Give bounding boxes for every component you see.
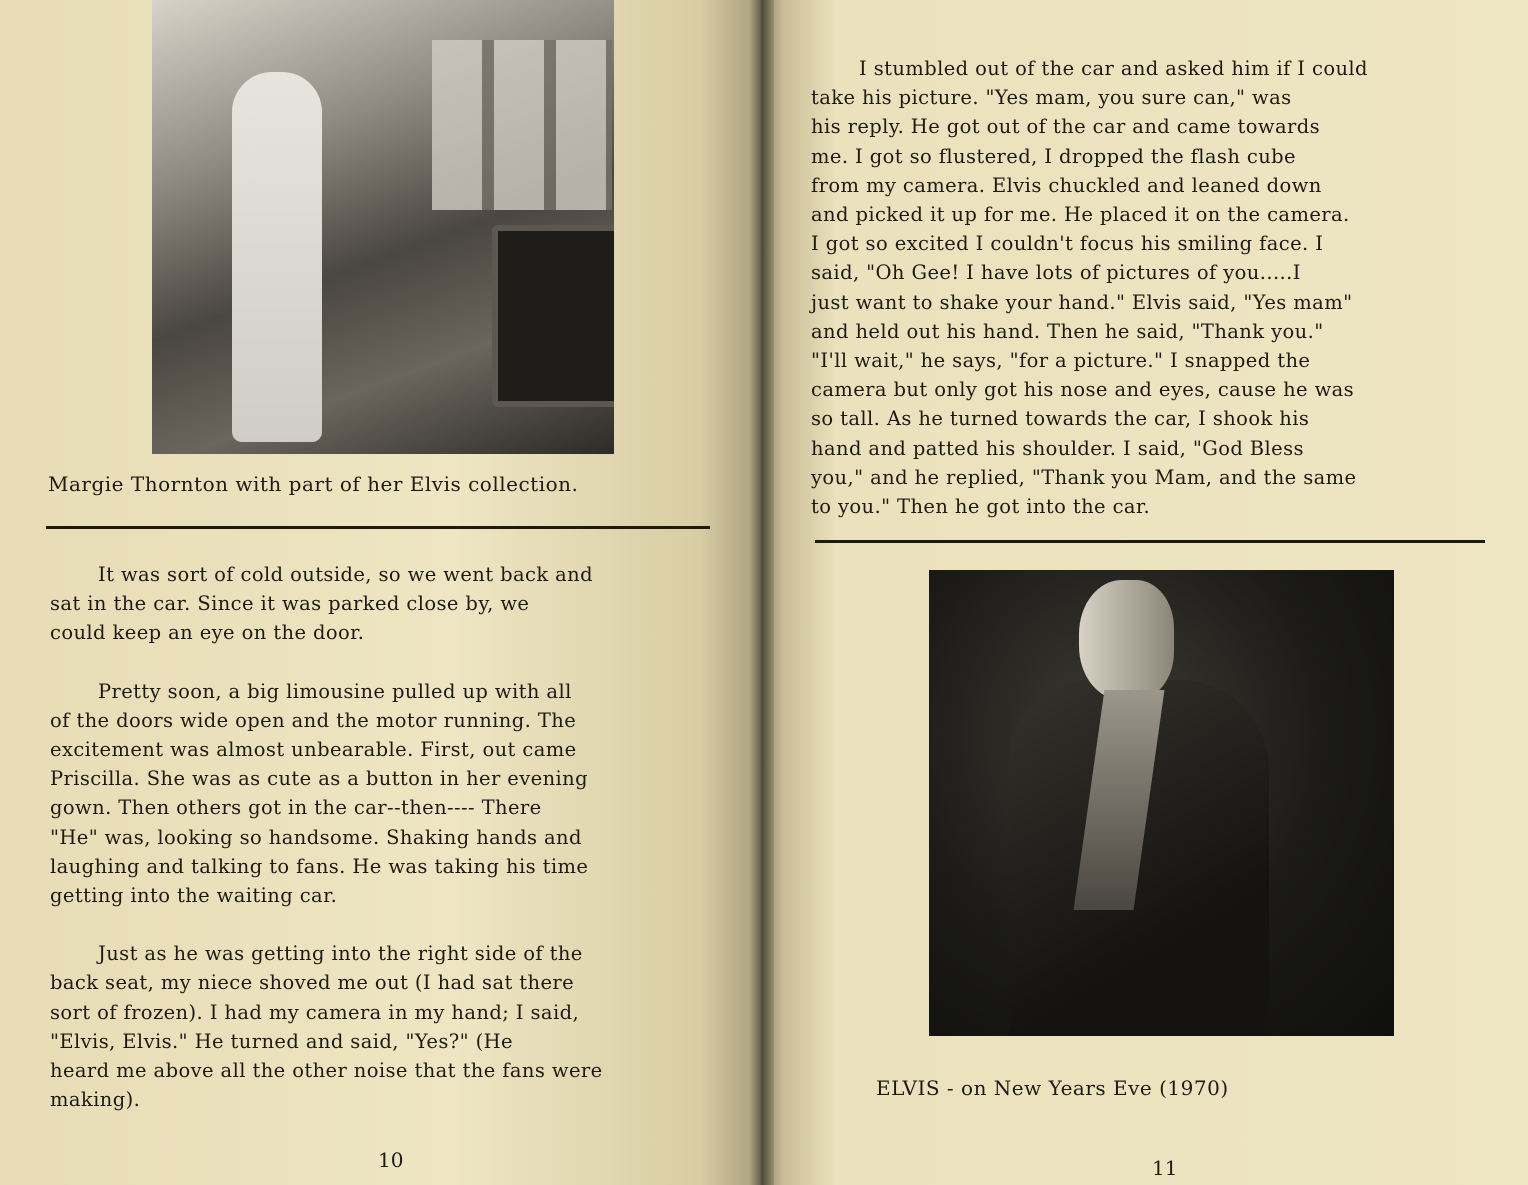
photo-figure [232,72,322,442]
text-line: gown. Then others got in the car--then---- There [50,796,542,820]
divider-right [815,540,1485,543]
text-line: camera but only got his nose and eyes, cause he was [811,378,1355,402]
text-line: from my camera. Elvis chuckled and leaned down [811,173,1322,197]
text-line: just want to shake your hand." Elvis said, "Yes mam" [811,290,1353,314]
photo-posters [432,40,612,210]
left-body-text [50,560,740,1114]
text-line: you," and he replied, "Thank you Mam, and the same [811,465,1357,489]
text-line: "He" was, looking so handsome. Shaking hands and [50,825,582,849]
text-line: I stumbled out of the car and asked him if I could [859,57,1368,80]
text-line: I got so excited I couldn't focus his smiling face. I [811,232,1324,256]
photo-head [1079,580,1174,700]
book-gutter [748,0,774,1185]
text-line: hand and patted his shoulder. I said, "God Bless [811,436,1304,460]
text-line: me. I got so flustered, I dropped the flash cube [811,144,1296,168]
text-line: and held out his hand. Then he said, "Thank you." [811,319,1324,343]
text-line: his reply. He got out of the car and came towards [811,115,1321,139]
text-line: Priscilla. She was as cute as a button in her evening [50,767,589,791]
text-line: take his picture. "Yes mam, you sure can," was [811,86,1292,110]
photo-caption-right: ELVIS - on New Years Eve (1970) [876,1076,1229,1100]
paragraph [50,939,740,1114]
text-line: could keep an eye on the door. [50,621,365,645]
left-page [0,0,760,1185]
paragraph [50,560,740,648]
text-line: and picked it up for me. He placed it on the camera. [811,203,1350,227]
text-line: of the doors wide open and the motor running. The [50,708,577,732]
page-number-left: 10 [378,1148,404,1172]
page-number-right: 11 [1152,1156,1178,1180]
paragraph [811,54,1511,521]
text-line: laughing and talking to fans. He was taking his time [50,854,589,878]
text-line: heard me above all the other noise that the fans were [50,1059,603,1083]
right-body-text [811,54,1511,521]
text-line: "I'll wait," he says, "for a picture." I snapped the [811,349,1311,373]
text-line: so tall. As he turned towards the car, I shook his [811,407,1310,431]
text-line: sat in the car. Since it was parked close by, we [50,592,530,616]
photo-margie-collection [152,0,614,454]
paragraph [50,677,740,911]
text-line: to you." Then he got into the car. [811,495,1151,519]
divider-left [46,526,710,529]
text-line: sort of frozen). I had my camera in my hand; I said, [50,1000,580,1024]
photo-elvis-new-years-eve [929,570,1394,1036]
text-line: getting into the waiting car. [50,884,338,908]
photo-television [492,225,614,407]
text-line: back seat, my niece shoved me out (I had sat there [50,971,575,995]
text-line: Just as he was getting into the right side of the [98,942,583,966]
text-line: making). [50,1088,141,1112]
text-line: excitement was almost unbearable. First, out came [50,738,577,762]
text-line: It was sort of cold outside, so we went back and [98,563,594,586]
text-line: "Elvis, Elvis." He turned and said, "Yes?" (He [50,1029,513,1053]
photo-caption-left: Margie Thornton with part of her Elvis collection. [48,472,579,496]
text-line: Pretty soon, a big limousine pulled up with all [98,679,572,703]
text-line: said, "Oh Gee! I have lots of pictures of you.....I [811,261,1301,285]
